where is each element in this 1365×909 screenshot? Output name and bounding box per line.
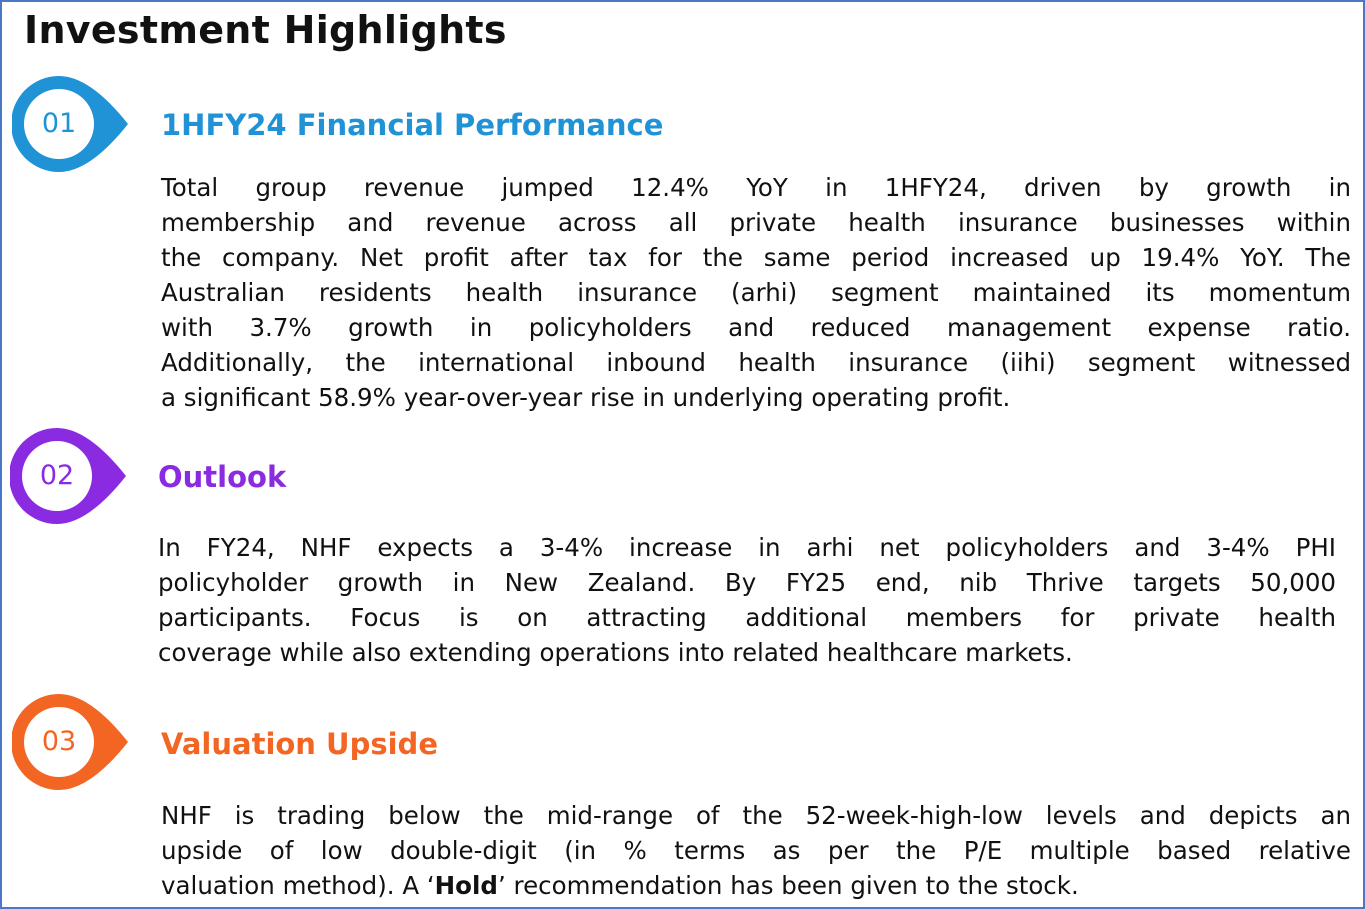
paragraph-line: with 3.7% growth in policyholders and reduced management expense ratio. [161, 313, 1351, 342]
paragraph-line: participants. Focus is on attracting additional members for private health [158, 603, 1336, 632]
section-paragraph [161, 170, 1351, 415]
text-run: ’ recommendation has been given to the stock. [497, 871, 1079, 900]
text-run: valuation method). A ‘ [161, 871, 435, 900]
section-number: 01 [41, 108, 77, 139]
section-valuation-upside [2, 690, 1363, 905]
section-heading: 1HFY24 Financial Performance [161, 108, 664, 142]
paragraph-line: In FY24, NHF expects a 3-4% increase in arhi net policyholders and 3-4% PHI [158, 533, 1336, 562]
section-paragraph [161, 798, 1351, 903]
paragraph-line: Additionally, the international inbound health insurance (iihi) segment witnessed [161, 348, 1351, 377]
section-outlook [2, 422, 1363, 672]
section-badge-02 [10, 428, 126, 524]
paragraph-line: coverage while also extending operations into related healthcare markets. [158, 638, 1073, 667]
paragraph-line: NHF is trading below the mid-range of the 52-week-high-low levels and depicts an [161, 801, 1351, 830]
section-number: 02 [39, 460, 75, 491]
paragraph-line: membership and revenue across all private health insurance businesses within [161, 208, 1351, 237]
paragraph-line: a significant 58.9% year-over-year rise in underlying operating profit. [161, 383, 1011, 412]
page-title: Investment Highlights [24, 8, 507, 52]
section-badge-01 [12, 76, 128, 172]
section-heading: Valuation Upside [161, 727, 438, 761]
paragraph-line: Australian residents health insurance (arhi) segment maintained its momentum [161, 278, 1351, 307]
section-heading: Outlook [158, 460, 287, 494]
section-financial-performance [2, 76, 1363, 416]
paragraph-line: policyholder growth in New Zealand. By FY25 end, nib Thrive targets 50,000 [158, 568, 1336, 597]
paragraph-line: Total group revenue jumped 12.4% YoY in 1HFY24, driven by growth in [161, 173, 1351, 202]
paragraph-line: the company. Net profit after tax for the same period increased up 19.4% YoY. The [161, 243, 1351, 272]
section-badge-03 [12, 694, 128, 790]
paragraph-line: upside of low double-digit (in % terms as per the P/E multiple based relative [161, 836, 1351, 865]
section-paragraph [158, 530, 1336, 670]
paragraph-line [161, 868, 1351, 903]
section-number: 03 [41, 726, 77, 757]
hold-recommendation: Hold [434, 871, 498, 900]
